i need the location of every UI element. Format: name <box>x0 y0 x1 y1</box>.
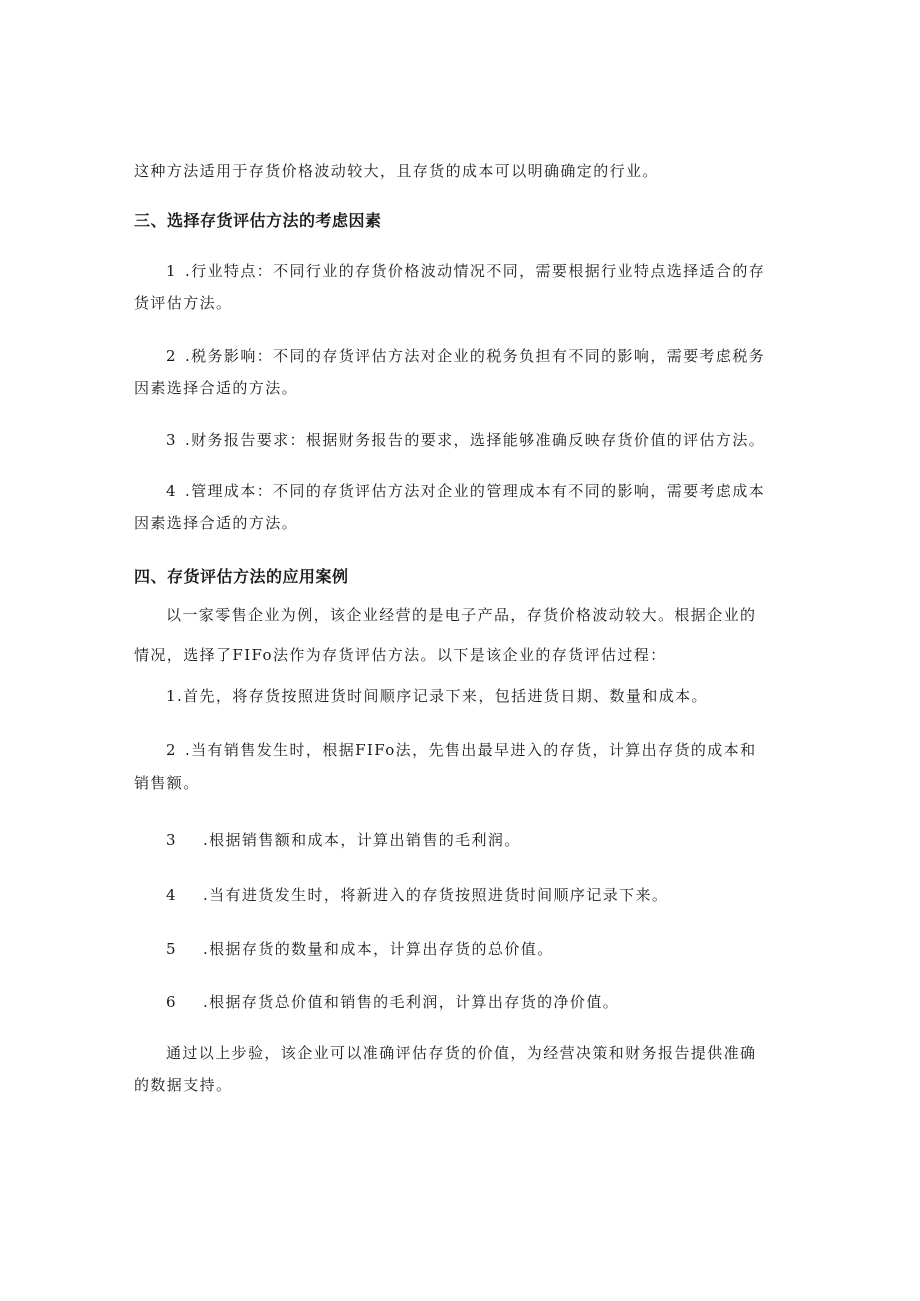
step-text: .根据存货的数量和成本，计算出存货的总价值。 <box>202 940 554 958</box>
section-3-heading: 三、选择存货评估方法的考虑因素 <box>134 211 382 230</box>
section-3-item-2-line-2: 因素选择合适的方法。 <box>134 379 299 397</box>
step-text: .当有销售发生时，根据FIFo法，先售出最早进入的存货，计算出存货的成本和 <box>184 741 757 759</box>
item-number: 3 <box>166 431 177 449</box>
step-number: 2 <box>166 741 177 759</box>
item-text: .税务影响：不同的存货评估方法对企业的税务负担有不同的影响，需要考虑税务 <box>184 347 766 365</box>
step-1 <box>166 686 708 706</box>
item-number: 2 <box>166 347 177 365</box>
step-2-line-1 <box>166 740 756 760</box>
item-text: .行业特点：不同行业的存货价格波动情况不同，需要根据行业特点选择适合的存 <box>184 262 766 280</box>
step-4 <box>166 885 668 905</box>
step-text: .当有进货发生时，将新进入的存货按照进货时间顺序记录下来。 <box>202 886 669 904</box>
item-number: 1 <box>166 262 177 280</box>
conclusion-line-2: 的数据支持。 <box>134 1076 233 1094</box>
section-3-item-4-line-2: 因素选择合适的方法。 <box>134 514 299 532</box>
section-4-heading: 四、存货评估方法的应用案例 <box>134 567 349 586</box>
step-3 <box>166 830 521 850</box>
step-5 <box>166 939 554 959</box>
section-3-item-1-line-1 <box>166 261 765 281</box>
section-4-intro-line-1: 以一家零售企业为例，该企业经营的是电子产品，存货价格波动较大。根据企业的 <box>166 606 757 624</box>
step-2-line-2: 销售额。 <box>134 774 200 792</box>
section-3-item-4-line-1 <box>166 481 765 501</box>
step-number: 1 <box>166 687 177 705</box>
conclusion-line-1: 通过以上步验，该企业可以准确评估存货的价值，为经营决策和财务报告提供准确 <box>166 1044 757 1062</box>
step-text: .根据存货总价值和销售的毛利润，计算出存货的净价值。 <box>202 993 620 1011</box>
item-text: .财务报告要求：根据财务报告的要求，选择能够准确反映存货价值的评估方法。 <box>184 431 766 449</box>
step-text: .根据销售额和成本，计算出销售的毛利润。 <box>202 831 521 849</box>
section-3-item-1-line-2: 货评估方法。 <box>134 294 233 312</box>
step-number: 6 <box>166 993 177 1011</box>
step-number: 5 <box>166 940 177 958</box>
step-number: 3 <box>166 831 177 849</box>
item-number: 4 <box>166 482 177 500</box>
step-text: .首先，将存货按照进货时间顺序记录下来，包括进货日期、数量和成本。 <box>176 687 708 705</box>
section-3-item-2-line-1 <box>166 346 765 366</box>
section-3-item-3-line-1 <box>166 430 765 450</box>
step-number: 4 <box>166 886 177 904</box>
intro-paragraph: 这种方法适用于存货价格波动较大，且存货的成本可以明确确定的行业。 <box>134 162 659 180</box>
section-4-intro-line-2: 情况，选择了FIFo法作为存货评估方法。以下是该企业的存货评估过程： <box>134 646 667 664</box>
step-6 <box>166 992 619 1012</box>
item-text: .管理成本：不同的存货评估方法对企业的管理成本有不同的影响，需要考虑成本 <box>184 482 766 500</box>
